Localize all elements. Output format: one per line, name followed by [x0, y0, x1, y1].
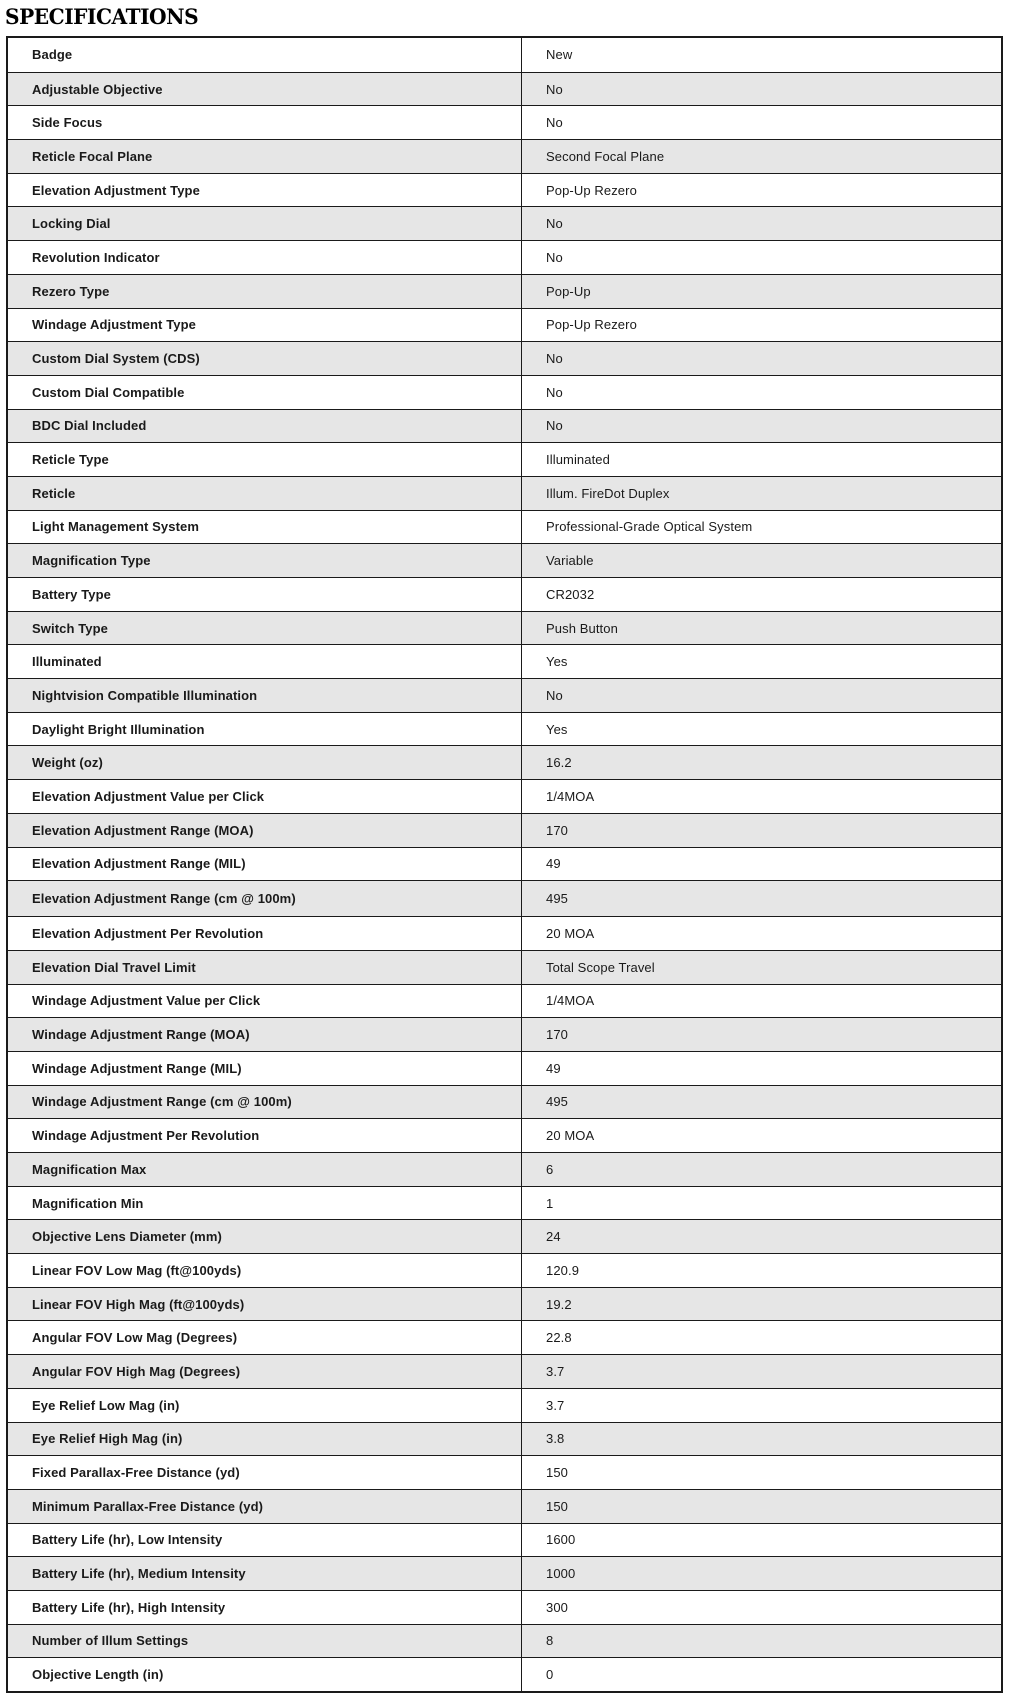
spec-label: Custom Dial System (CDS) — [8, 342, 522, 375]
spec-value: 150 — [546, 1465, 568, 1481]
table-row — [8, 712, 1001, 746]
spec-value: 6 — [546, 1161, 554, 1177]
table-row — [8, 1320, 1001, 1354]
spec-value: 20 MOA — [546, 926, 595, 942]
spec-label: Windage Adjustment Type — [8, 309, 522, 342]
table-row — [8, 543, 1001, 577]
spec-label: Locking Dial — [8, 207, 522, 240]
spec-label: Eye Relief Low Mag (in) — [8, 1389, 522, 1422]
table-row — [8, 105, 1001, 139]
spec-label: Windage Adjustment Value per Click — [8, 985, 522, 1018]
spec-value: 3.7 — [546, 1363, 565, 1379]
spec-label: Battery Life (hr), Low Intensity — [8, 1524, 522, 1557]
spec-label: Elevation Adjustment Range (MOA) — [8, 814, 522, 847]
page-title: SPECIFICATIONS — [5, 4, 199, 29]
spec-value: 0 — [546, 1667, 554, 1683]
table-row — [8, 1556, 1001, 1590]
spec-value: No — [546, 687, 563, 703]
table-row — [8, 476, 1001, 510]
spec-label: Angular FOV High Mag (Degrees) — [8, 1355, 522, 1388]
table-row — [8, 1118, 1001, 1152]
table-row — [8, 375, 1001, 409]
spec-value: CR2032 — [546, 586, 595, 602]
table-row — [8, 1590, 1001, 1624]
spec-value: 49 — [546, 1060, 561, 1076]
spec-value: 1/4MOA — [546, 788, 595, 804]
table-row — [8, 984, 1001, 1018]
spec-value: Second Focal Plane — [546, 148, 665, 164]
spec-value: 1/4MOA — [546, 993, 595, 1009]
table-row — [8, 38, 1001, 72]
spec-value: Pop-Up — [546, 283, 591, 299]
spec-value: 150 — [546, 1498, 568, 1514]
spec-value: 1 — [546, 1195, 554, 1211]
table-row — [8, 1017, 1001, 1051]
spec-value: Illum. FireDot Duplex — [546, 485, 670, 501]
spec-label: Daylight Bright Illumination — [8, 713, 522, 746]
spec-value: No — [546, 384, 563, 400]
spec-label: Magnification Min — [8, 1187, 522, 1220]
specifications-table — [6, 36, 1003, 1693]
spec-value: Push Button — [546, 620, 618, 636]
spec-value: Professional-Grade Optical System — [546, 519, 753, 535]
spec-label: Adjustable Objective — [8, 73, 522, 106]
spec-label: Windage Adjustment Per Revolution — [8, 1119, 522, 1152]
table-row — [8, 173, 1001, 207]
spec-value: 49 — [546, 856, 561, 872]
spec-value: 22.8 — [546, 1330, 572, 1346]
spec-value: 16.2 — [546, 755, 572, 771]
spec-value: No — [546, 418, 563, 434]
spec-label: Light Management System — [8, 511, 522, 544]
spec-label: Fixed Parallax-Free Distance (yd) — [8, 1456, 522, 1489]
table-row — [8, 1051, 1001, 1085]
spec-value: Yes — [546, 654, 568, 670]
table-row — [8, 409, 1001, 443]
table-row — [8, 274, 1001, 308]
spec-label: Elevation Adjustment Value per Click — [8, 780, 522, 813]
table-row — [8, 577, 1001, 611]
spec-label: Eye Relief High Mag (in) — [8, 1423, 522, 1456]
table-row — [8, 916, 1001, 950]
table-row — [8, 308, 1001, 342]
spec-value: New — [546, 47, 573, 63]
spec-label: Nightvision Compatible Illumination — [8, 679, 522, 712]
table-row — [8, 510, 1001, 544]
spec-label: Elevation Adjustment Type — [8, 174, 522, 207]
spec-label: Reticle — [8, 477, 522, 510]
spec-label: Rezero Type — [8, 275, 522, 308]
spec-value: No — [546, 81, 563, 97]
spec-value: 24 — [546, 1229, 561, 1245]
spec-label: Objective Length (in) — [8, 1658, 522, 1691]
spec-value: Yes — [546, 721, 568, 737]
spec-label: Elevation Adjustment Range (cm @ 100m) — [8, 881, 522, 916]
spec-label: Windage Adjustment Range (MOA) — [8, 1018, 522, 1051]
spec-label: Weight (oz) — [8, 746, 522, 779]
table-row — [8, 240, 1001, 274]
spec-label: Elevation Adjustment Range (MIL) — [8, 848, 522, 881]
spec-value: 300 — [546, 1599, 568, 1615]
spec-value: No — [546, 249, 563, 265]
table-row — [8, 1085, 1001, 1119]
table-row — [8, 950, 1001, 984]
spec-label: Battery Life (hr), High Intensity — [8, 1591, 522, 1624]
spec-value: 19.2 — [546, 1296, 572, 1312]
spec-label: Reticle Focal Plane — [8, 140, 522, 173]
spec-value: 8 — [546, 1633, 554, 1649]
spec-value: 170 — [546, 1027, 568, 1043]
spec-value: 170 — [546, 822, 568, 838]
spec-label: Number of Illum Settings — [8, 1625, 522, 1658]
table-row — [8, 442, 1001, 476]
spec-label: Windage Adjustment Range (MIL) — [8, 1052, 522, 1085]
table-row — [8, 72, 1001, 106]
table-row — [8, 1455, 1001, 1489]
table-row — [8, 847, 1001, 881]
spec-value: 120.9 — [546, 1262, 580, 1278]
spec-label: Battery Life (hr), Medium Intensity — [8, 1557, 522, 1590]
spec-value: No — [546, 216, 563, 232]
table-row — [8, 779, 1001, 813]
spec-value: Variable — [546, 553, 594, 569]
spec-label: Linear FOV Low Mag (ft@100yds) — [8, 1254, 522, 1287]
spec-value: 20 MOA — [546, 1128, 595, 1144]
spec-label: Objective Lens Diameter (mm) — [8, 1220, 522, 1253]
spec-label: Windage Adjustment Range (cm @ 100m) — [8, 1086, 522, 1119]
table-row — [8, 206, 1001, 240]
spec-label: Side Focus — [8, 106, 522, 139]
table-row — [8, 1253, 1001, 1287]
spec-value: 495 — [546, 1094, 568, 1110]
spec-value: 1000 — [546, 1566, 576, 1582]
spec-label: Magnification Type — [8, 544, 522, 577]
spec-label: Badge — [8, 38, 522, 72]
spec-label: Battery Type — [8, 578, 522, 611]
spec-label: Elevation Dial Travel Limit — [8, 951, 522, 984]
spec-label: Revolution Indicator — [8, 241, 522, 274]
spec-value: Pop-Up Rezero — [546, 317, 637, 333]
spec-label: Linear FOV High Mag (ft@100yds) — [8, 1288, 522, 1321]
table-row — [8, 880, 1001, 916]
spec-label: Minimum Parallax-Free Distance (yd) — [8, 1490, 522, 1523]
spec-value: Total Scope Travel — [546, 959, 655, 975]
spec-label: Magnification Max — [8, 1153, 522, 1186]
table-row — [8, 1186, 1001, 1220]
spec-value: No — [546, 351, 563, 367]
table-row — [8, 1422, 1001, 1456]
table-row — [8, 611, 1001, 645]
spec-value: 3.7 — [546, 1397, 565, 1413]
spec-value: 495 — [546, 891, 568, 907]
table-row — [8, 1657, 1001, 1691]
table-row — [8, 1624, 1001, 1658]
table-row — [8, 1489, 1001, 1523]
table-row — [8, 1287, 1001, 1321]
spec-value: Illuminated — [546, 452, 610, 468]
spec-value: No — [546, 115, 563, 131]
table-row — [8, 1523, 1001, 1557]
table-row — [8, 678, 1001, 712]
spec-label: BDC Dial Included — [8, 410, 522, 443]
spec-value: Pop-Up Rezero — [546, 182, 637, 198]
table-row — [8, 1354, 1001, 1388]
spec-label: Custom Dial Compatible — [8, 376, 522, 409]
spec-label: Illuminated — [8, 645, 522, 678]
spec-value: 1600 — [546, 1532, 576, 1548]
table-row — [8, 813, 1001, 847]
spec-label: Reticle Type — [8, 443, 522, 476]
table-row — [8, 1388, 1001, 1422]
table-row — [8, 1152, 1001, 1186]
table-row — [8, 745, 1001, 779]
table-row — [8, 341, 1001, 375]
spec-label: Switch Type — [8, 612, 522, 645]
table-row — [8, 644, 1001, 678]
spec-label: Elevation Adjustment Per Revolution — [8, 917, 522, 950]
spec-value: 3.8 — [546, 1431, 565, 1447]
table-row — [8, 1219, 1001, 1253]
spec-label: Angular FOV Low Mag (Degrees) — [8, 1321, 522, 1354]
table-row — [8, 139, 1001, 173]
